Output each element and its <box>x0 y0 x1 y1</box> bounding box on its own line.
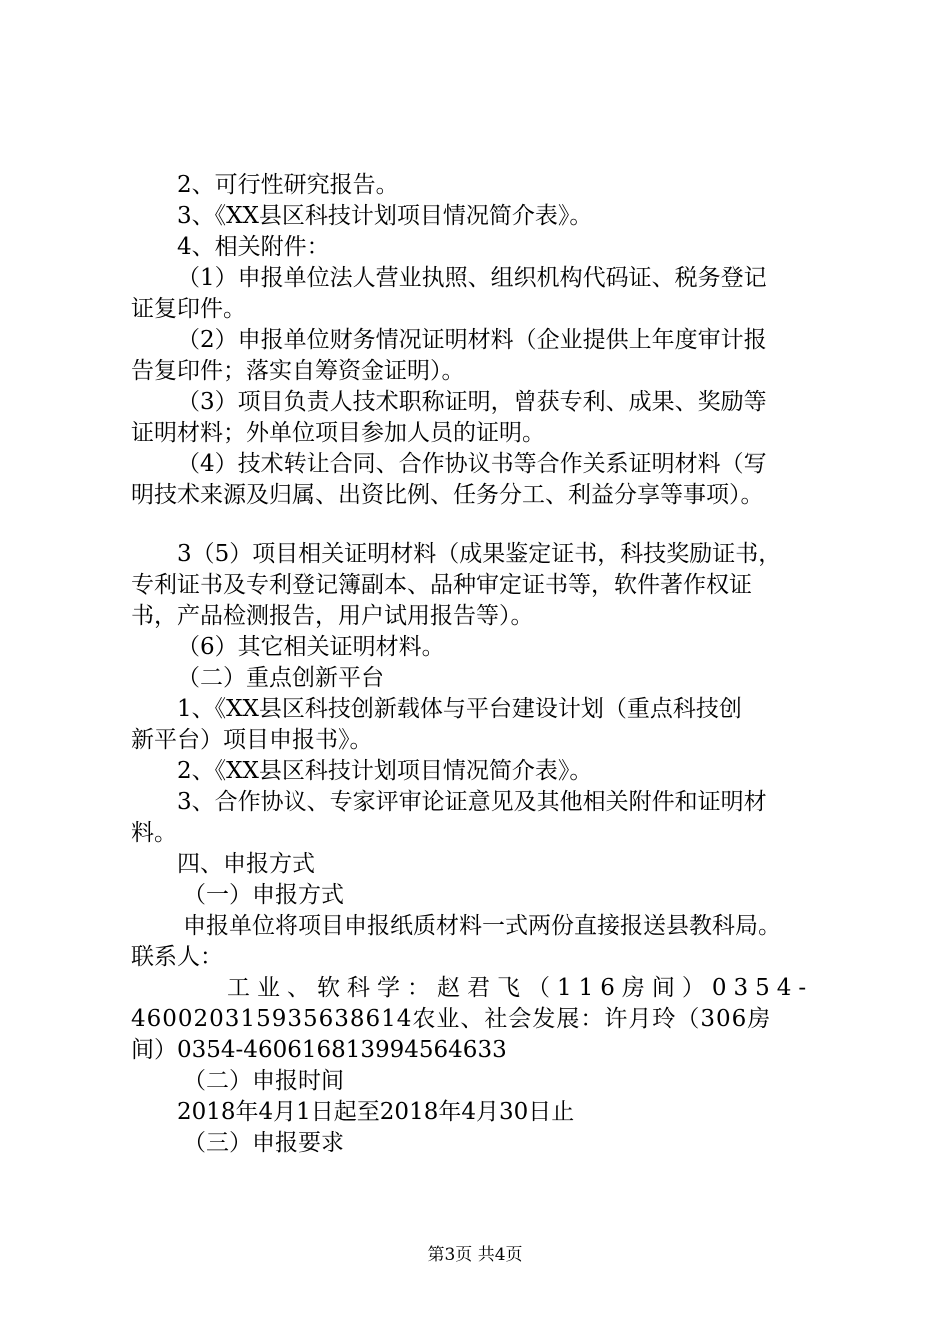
paragraph-line: 书，产品检测报告，用户试用报告等）。 <box>131 603 534 629</box>
paragraph-line: 告复印件；落实自筹资金证明）。 <box>131 358 465 384</box>
section-heading: （三）申报要求 <box>183 1130 344 1156</box>
contact-line: 间）0354-460616813994564633 <box>131 1037 507 1063</box>
paragraph-line: （4）技术转让合同、合作协议书等合作关系证明材料（写 <box>177 451 767 477</box>
paragraph-line: 证明材料；外单位项目参加人员的证明。 <box>131 420 545 446</box>
paragraph-line: 申报单位将项目申报纸质材料一式两份直接报送县教科局。 <box>183 913 781 939</box>
paragraph-line: 2、可行性研究报告。 <box>177 172 399 198</box>
section-heading: （一）申报方式 <box>183 882 344 908</box>
paragraph-gap <box>131 511 843 539</box>
paragraph-line: 新平台）项目申报书》。 <box>131 727 373 753</box>
paragraph-line: 2、《XX县区科技计划项目情况简介表》。 <box>177 758 593 784</box>
paragraph-line: 证复印件。 <box>131 296 246 322</box>
section-heading: 四、申报方式 <box>177 851 315 877</box>
document-body <box>131 170 843 1159</box>
paragraph-line: 3、合作协议、专家评审论证意见及其他相关附件和证明材 <box>177 789 767 815</box>
paragraph-line: 联系人： <box>131 944 223 970</box>
paragraph-line: 明技术来源及归属、出资比例、任务分工、利益分享等事项）。 <box>131 482 764 508</box>
paragraph-line: 3（5）项目相关证明材料（成果鉴定证书，科技奖励证书， <box>177 541 782 567</box>
contact-line: 460020315935638614农业、社会发展：许月玲（306房 <box>131 1006 772 1032</box>
paragraph-line: 4、相关附件： <box>177 234 330 260</box>
paragraph-line: 专利证书及专利登记簿副本、品种审定证书等，软件著作权证 <box>131 572 752 598</box>
paragraph-line: 料。 <box>131 820 177 846</box>
contact-line: 工业、软科学：赵君飞（116房间）0354- <box>227 975 814 1001</box>
page-footer: 第3页 共4页 <box>427 1245 523 1265</box>
paragraph-line: 1、《XX县区科技创新载体与平台建设计划（重点科技创 <box>177 696 742 722</box>
paragraph-line: 2018年4月1日起至2018年4月30日止 <box>177 1099 575 1125</box>
paragraph-line: （1）申报单位法人营业执照、组织机构代码证、税务登记 <box>177 265 767 291</box>
section-heading: （二）申报时间 <box>183 1068 344 1094</box>
paragraph-line: （2）申报单位财务情况证明材料（企业提供上年度审计报 <box>177 327 767 353</box>
paragraph-line: 3、《XX县区科技计划项目情况简介表》。 <box>177 203 593 229</box>
paragraph-line: （6）其它相关证明材料。 <box>177 634 445 660</box>
section-heading: （二）重点创新平台 <box>177 665 384 691</box>
paragraph-line: （3）项目负责人技术职称证明，曾获专利、成果、奖励等 <box>177 389 767 415</box>
